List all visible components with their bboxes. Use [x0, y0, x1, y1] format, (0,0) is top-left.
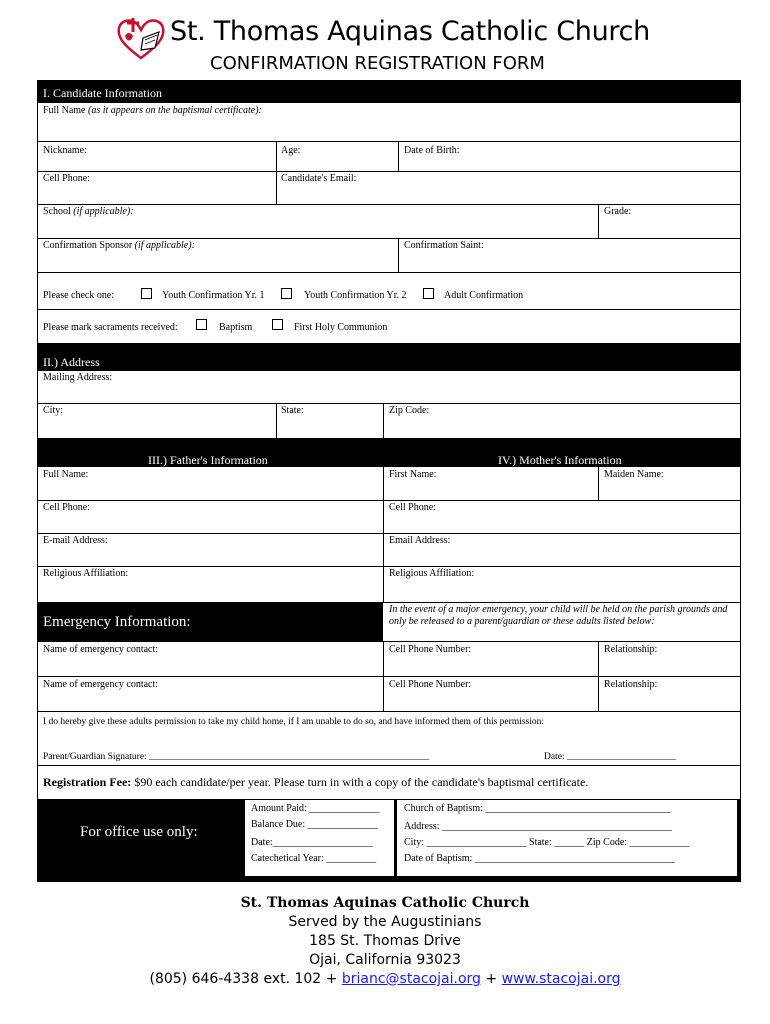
footer-church-name: St. Thomas Aquinas Catholic Church — [240, 895, 530, 911]
youth-yr1-checkbox[interactable] — [141, 288, 152, 299]
dob-field[interactable]: Date of Birth: — [404, 145, 460, 156]
footer-served-by: Served by the Augustinians — [288, 914, 482, 930]
office-use-title: For office use only: — [80, 824, 198, 840]
registration-form — [37, 80, 741, 882]
footer-city: Ojai, California 93023 — [309, 952, 461, 968]
footer-email-link[interactable]: brianc@stacojai.org — [341, 971, 481, 987]
registration-fee: Registration Fee: $90 each candidate/per year. Please turn in with a copy of the candidate's baptismal certificate. — [43, 775, 589, 789]
baptism-checkbox[interactable] — [196, 319, 207, 330]
footer-website-link[interactable]: www.stacojai.org — [501, 971, 621, 987]
candidate-email-field[interactable]: Candidate's Email: — [281, 173, 357, 184]
age-field[interactable]: Age: — [281, 145, 301, 156]
grade-field[interactable]: Grade: — [604, 206, 632, 217]
amount-paid-field[interactable]: Amount Paid: ______________ — [251, 803, 380, 814]
mother-cell-field[interactable]: Cell Phone: — [389, 502, 436, 513]
youth-yr1-label: Youth Confirmation Yr. 1 — [162, 290, 265, 301]
office-use-section — [38, 800, 740, 881]
section-4-title: IV.) Mother's Information — [498, 453, 622, 467]
sponsor-field[interactable]: Confirmation Sponsor (if applicable): — [43, 240, 195, 251]
date-of-baptism-field[interactable]: Date of Baptism: ________________________________________ — [404, 853, 675, 864]
saint-field[interactable]: Confirmation Saint: — [404, 240, 484, 251]
nickname-field[interactable]: Nickname: — [43, 145, 87, 156]
footer-separator: + — [485, 971, 498, 987]
emergency-contact-1-field[interactable]: Name of emergency contact: — [43, 644, 159, 655]
church-name-header: St. Thomas Aquinas Catholic Church — [170, 16, 650, 47]
emergency-contact-2-field[interactable]: Name of emergency contact: — [43, 679, 159, 690]
first-communion-label: First Holy Communion — [294, 322, 388, 333]
footer-contact-line — [0, 970, 770, 989]
emergency-cell-2-field[interactable]: Cell Phone Number: — [389, 679, 472, 690]
section-2-title: II.) Address — [43, 355, 100, 369]
balance-due-field[interactable]: Balance Due: ______________ — [251, 819, 378, 830]
signature-date-field[interactable]: Date: _______________________ — [544, 752, 677, 762]
section-1-header — [38, 81, 740, 103]
adult-confirmation-checkbox[interactable] — [423, 288, 434, 299]
baptism-label: Baptism — [219, 322, 253, 333]
office-date-field[interactable]: Date:____________________ — [251, 837, 373, 848]
parents-header — [38, 438, 740, 467]
state-field[interactable]: State: — [281, 405, 304, 416]
footer-street: 185 St. Thomas Drive — [309, 933, 461, 949]
mother-religion-field[interactable]: Religious Affiliation: — [389, 568, 475, 579]
section-3-title: III.) Father's Information — [148, 453, 268, 467]
mailing-address-field[interactable]: Mailing Address: — [43, 372, 113, 383]
guardian-signature-field[interactable]: Parent/Guardian Signature: ___________________________________________________________ — [43, 752, 430, 762]
first-communion-checkbox[interactable] — [272, 319, 283, 330]
section-2-header — [38, 343, 740, 371]
emergency-note: In the event of a major emergency, your child will be held on the parish grounds and only be released to a parent/guardian or these adults listed below: — [389, 604, 728, 627]
father-cell-field[interactable]: Cell Phone: — [43, 502, 90, 513]
father-religion-field[interactable]: Religious Affiliation: — [43, 568, 129, 579]
emergency-relationship-1-field[interactable]: Relationship: — [604, 644, 658, 655]
mother-email-field[interactable]: Email Address: — [389, 535, 451, 546]
check-one-label: Please check one: — [43, 290, 115, 301]
section-1-title: I. Candidate Information — [43, 86, 162, 100]
office-city-state-zip-field[interactable]: City: ____________________ State: ______ Zip Code: ____________ — [404, 837, 690, 848]
mother-first-name-field[interactable]: First Name: — [389, 469, 437, 480]
emergency-cell-1-field[interactable]: Cell Phone Number: — [389, 644, 472, 655]
adult-confirmation-label: Adult Confirmation — [444, 290, 524, 301]
youth-yr2-label: Youth Confirmation Yr. 2 — [304, 290, 407, 301]
zip-field[interactable]: Zip Code: — [389, 405, 430, 416]
sacraments-label: Please mark sacraments received: — [43, 322, 178, 333]
catechetical-year-field[interactable]: Catechetical Year: __________ — [251, 853, 377, 864]
candidate-cell-field[interactable]: Cell Phone: — [43, 173, 90, 184]
church-of-baptism-field[interactable]: Church of Baptism: _____________________________________ — [404, 803, 671, 814]
city-field[interactable]: City: — [43, 405, 64, 416]
form-title: CONFIRMATION REGISTRATION FORM — [210, 53, 545, 74]
office-address-field[interactable]: Address: ______________________________________________ — [404, 821, 673, 832]
father-full-name-field[interactable]: Full Name: — [43, 469, 89, 480]
emergency-relationship-2-field[interactable]: Relationship: — [604, 679, 658, 690]
school-field[interactable]: School (if applicable): — [43, 206, 134, 217]
youth-yr2-checkbox[interactable] — [281, 288, 292, 299]
mother-maiden-name-field[interactable]: Maiden Name: — [604, 469, 664, 480]
emergency-header — [38, 603, 383, 641]
footer-phone: (805) 646-4338 ext. 102 + — [149, 971, 338, 987]
full-name-label: Full Name (as it appears on the baptismal certificate): — [43, 105, 262, 116]
father-email-field[interactable]: E-mail Address: — [43, 535, 108, 546]
church-logo — [115, 12, 167, 64]
permission-statement: I do hereby give these adults permission to take my child home, if I am unable to do so, and have informed them of this permission: — [43, 717, 545, 727]
emergency-title: Emergency Information: — [43, 614, 191, 630]
